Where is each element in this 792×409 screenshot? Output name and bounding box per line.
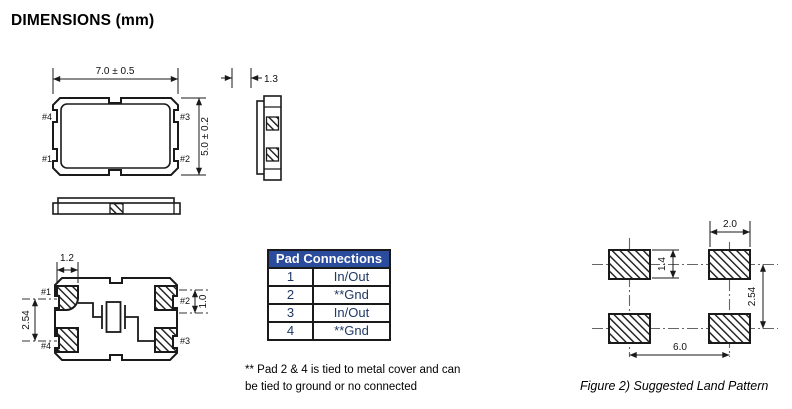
side-pad-hatch-top — [267, 117, 279, 130]
dim-label-land-col-pitch: 6.0 — [673, 342, 687, 353]
package-cover — [61, 104, 170, 168]
dim-label-pad-width: 1.2 — [60, 253, 74, 264]
land-pad-top-left — [609, 250, 650, 279]
pad-table-header: Pad Connections — [268, 250, 390, 268]
side-body — [264, 96, 281, 180]
footnote-line-2: be tied to ground or no connected — [245, 381, 417, 394]
pad-number: 2 — [268, 286, 313, 304]
dim-label-height: 5.0 ± 0.2 — [200, 117, 211, 156]
pad-connection: In/Out — [313, 304, 390, 322]
land-pad-bottom-left — [609, 314, 650, 343]
footnote-line-1: ** Pad 2 & 4 is tied to metal cover and can — [245, 364, 461, 376]
pad-table-row-2 — [268, 286, 390, 304]
package-side-view — [221, 68, 281, 180]
dim-label-width: 7.0 ± 0.5 — [95, 66, 135, 77]
pad-table-row-4 — [268, 322, 390, 340]
top-view-pad1-label: #1 — [41, 154, 52, 164]
pad-connections-table — [267, 249, 391, 341]
front-pad-hatch — [110, 204, 123, 214]
dimension-thickness-1.3 — [221, 68, 278, 88]
land-pattern-caption: Figure 2) Suggested Land Pattern — [580, 379, 769, 393]
bottom-pad1-label: #1 — [40, 287, 51, 297]
dimension-width-7.0 — [53, 66, 178, 94]
dim-label-land-pad-height: 1.4 — [657, 257, 668, 271]
dim-label-land-row-pitch: 2.54 — [747, 286, 758, 307]
bottom-pad-1 — [57, 286, 78, 310]
top-view-pad3-label: #3 — [180, 112, 191, 122]
page-title: DIMENSIONS (mm) — [11, 12, 155, 29]
pad-number: 1 — [268, 268, 313, 286]
pad-number: 3 — [268, 304, 313, 322]
bottom-pad3-label: #3 — [180, 336, 191, 346]
pad-table-row-3 — [268, 304, 390, 322]
package-front-view — [53, 198, 180, 214]
top-view-pad2-label: #2 — [180, 154, 191, 164]
dim-label-thickness: 1.3 — [264, 74, 278, 85]
pad-connection: **Gnd — [313, 286, 390, 304]
pad-number: 4 — [268, 322, 313, 340]
land-pad-top-right — [709, 250, 750, 279]
bottom-pad-4 — [57, 328, 78, 352]
pad-connection: In/Out — [313, 268, 390, 286]
side-pad-hatch-bottom — [267, 148, 279, 161]
pad-connection: **Gnd — [313, 322, 390, 340]
bottom-pad4-label: #4 — [40, 341, 51, 351]
bottom-pad2-label: #2 — [180, 296, 191, 306]
land-pattern — [592, 219, 778, 357]
crystal-symbol — [78, 302, 155, 341]
dimension-pad-pitch-2.54 — [21, 299, 57, 341]
pad-footnote — [245, 362, 481, 397]
package-bottom-view — [21, 253, 209, 360]
pad-table-row-1 — [268, 268, 390, 286]
top-view-pad4-label: #4 — [41, 112, 52, 122]
dim-label-pad-height: 1.0 — [198, 294, 209, 309]
dim-label-pad-pitch: 2.54 — [21, 310, 32, 330]
land-pad-bottom-right — [709, 314, 750, 343]
package-top-view — [42, 66, 211, 175]
dim-label-land-pad-width: 2.0 — [723, 219, 737, 230]
